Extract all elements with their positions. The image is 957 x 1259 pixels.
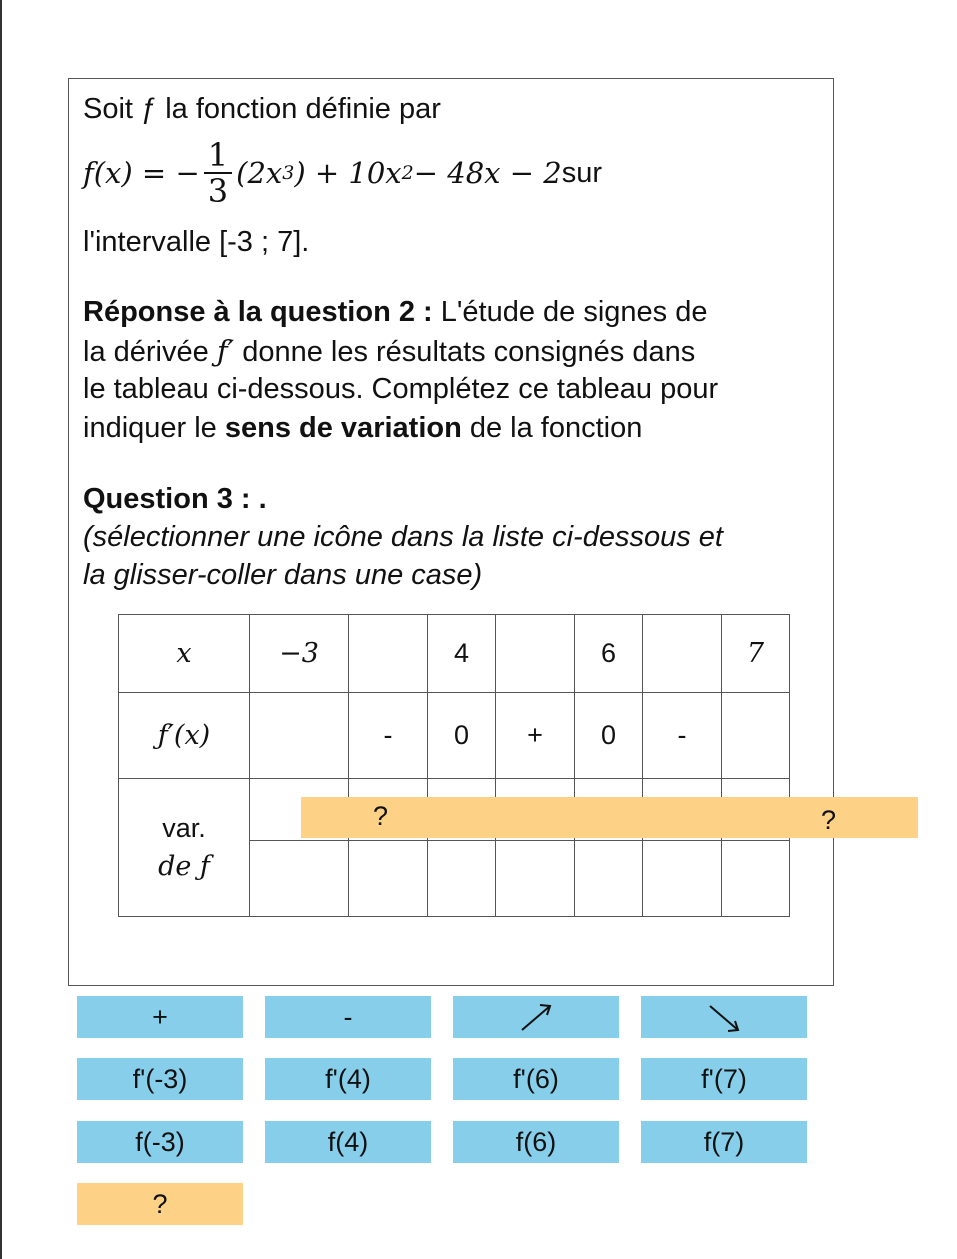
variation-cell[interactable] bbox=[496, 841, 575, 917]
answer2-line-3: le tableau ci-dessous. Complétez ce tableau pour bbox=[83, 373, 719, 405]
tile-fprime-4[interactable]: f'(4) bbox=[265, 1058, 431, 1100]
x-label: x bbox=[119, 615, 250, 693]
sign-cell: 0 bbox=[575, 693, 643, 779]
variation-label-1: var. bbox=[162, 813, 206, 843]
sign-cell bbox=[250, 693, 349, 779]
sign-cell: + bbox=[496, 693, 575, 779]
fx-expression: f(x) = − bbox=[83, 156, 200, 190]
variation-cell[interactable] bbox=[349, 841, 428, 917]
tile-plus[interactable]: + bbox=[77, 996, 243, 1038]
answer2-line-4 bbox=[83, 409, 642, 447]
expr-part-c: − 48x − 2 bbox=[413, 156, 562, 190]
fprime-label: ƒ′(x) bbox=[119, 693, 250, 779]
fraction-numerator: 1 bbox=[204, 138, 232, 174]
x-value: 7 bbox=[722, 615, 790, 693]
tile-f-7[interactable]: f(7) bbox=[641, 1121, 807, 1163]
sign-cell: - bbox=[349, 693, 428, 779]
answer2-line-1 bbox=[83, 293, 708, 331]
tile-f-4[interactable]: f(4) bbox=[265, 1121, 431, 1163]
x-value bbox=[496, 615, 575, 693]
left-border bbox=[0, 0, 2, 1259]
variation-cell[interactable] bbox=[722, 841, 790, 917]
fraction-denominator: 3 bbox=[207, 172, 229, 210]
tile-minus[interactable]: - bbox=[265, 996, 431, 1038]
question3-instruction-1: (sélectionner une icône dans la liste ci-dessous et bbox=[83, 521, 723, 553]
answer2-label: Réponse à la question 2 : bbox=[83, 296, 433, 328]
variation-label-2: de ƒ bbox=[158, 851, 210, 882]
sign-cell: 0 bbox=[428, 693, 496, 779]
arrow-down-right-icon bbox=[704, 1000, 744, 1034]
tile-fprime-minus3[interactable]: f'(-3) bbox=[77, 1058, 243, 1100]
answer2-text-1: L'étude de signes de bbox=[432, 296, 708, 328]
tile-f-minus3[interactable]: f(-3) bbox=[77, 1121, 243, 1163]
sign-cell: - bbox=[643, 693, 722, 779]
x-row bbox=[119, 615, 790, 693]
function-definition bbox=[83, 128, 602, 218]
intro-line-1: Soit ƒ la fonction définie par bbox=[83, 93, 441, 125]
question3-label bbox=[83, 480, 267, 518]
x-value bbox=[643, 615, 722, 693]
tile-f-6[interactable]: f(6) bbox=[453, 1121, 619, 1163]
exponent-3: 3 bbox=[282, 162, 295, 184]
answer2-line4-a: indiquer le bbox=[83, 412, 225, 444]
drop-placeholder[interactable]: ? bbox=[821, 805, 837, 835]
answer2-line2-b: donne les résultats consignés dans bbox=[234, 336, 696, 368]
interval-line: l'intervalle [-3 ; 7]. bbox=[83, 226, 310, 258]
exponent-2: 2 bbox=[401, 162, 414, 184]
answer2-line-2 bbox=[83, 332, 695, 371]
sur-word: sur bbox=[561, 157, 603, 189]
answer2-line4-bold: sens de variation bbox=[224, 412, 462, 444]
variation-table bbox=[118, 614, 790, 917]
fprime-symbol: ƒ′ bbox=[216, 334, 235, 368]
sign-cell bbox=[722, 693, 790, 779]
tile-fprime-7[interactable]: f'(7) bbox=[641, 1058, 807, 1100]
variation-cell[interactable] bbox=[643, 841, 722, 917]
fprime-row bbox=[119, 693, 790, 779]
question3-instruction-2: la glisser-coller dans une case) bbox=[83, 559, 483, 591]
drop-zone-bar[interactable] bbox=[301, 797, 918, 838]
tile-arrow-up[interactable] bbox=[453, 996, 619, 1038]
question3-title: Question 3 : . bbox=[83, 483, 267, 515]
answer2-line4-b: de la fonction bbox=[461, 412, 643, 444]
tile-unknown[interactable]: ? bbox=[77, 1183, 243, 1225]
x-value: 6 bbox=[575, 615, 643, 693]
answer2-line2-a: la dérivée bbox=[83, 336, 217, 368]
tile-arrow-down[interactable] bbox=[641, 996, 807, 1038]
x-value: −3 bbox=[250, 615, 349, 693]
fraction bbox=[204, 138, 232, 208]
tile-fprime-6[interactable]: f'(6) bbox=[453, 1058, 619, 1100]
drop-placeholder[interactable]: ? bbox=[373, 801, 389, 831]
x-value: 4 bbox=[428, 615, 496, 693]
x-value bbox=[349, 615, 428, 693]
variation-cell[interactable] bbox=[250, 841, 349, 917]
expr-part-a: (2x bbox=[236, 156, 283, 190]
variation-cell[interactable] bbox=[575, 841, 643, 917]
variation-label bbox=[119, 779, 250, 917]
expr-part-b: ) + 10x bbox=[294, 156, 402, 190]
variation-cell[interactable] bbox=[428, 841, 496, 917]
arrow-up-right-icon bbox=[516, 1000, 556, 1034]
